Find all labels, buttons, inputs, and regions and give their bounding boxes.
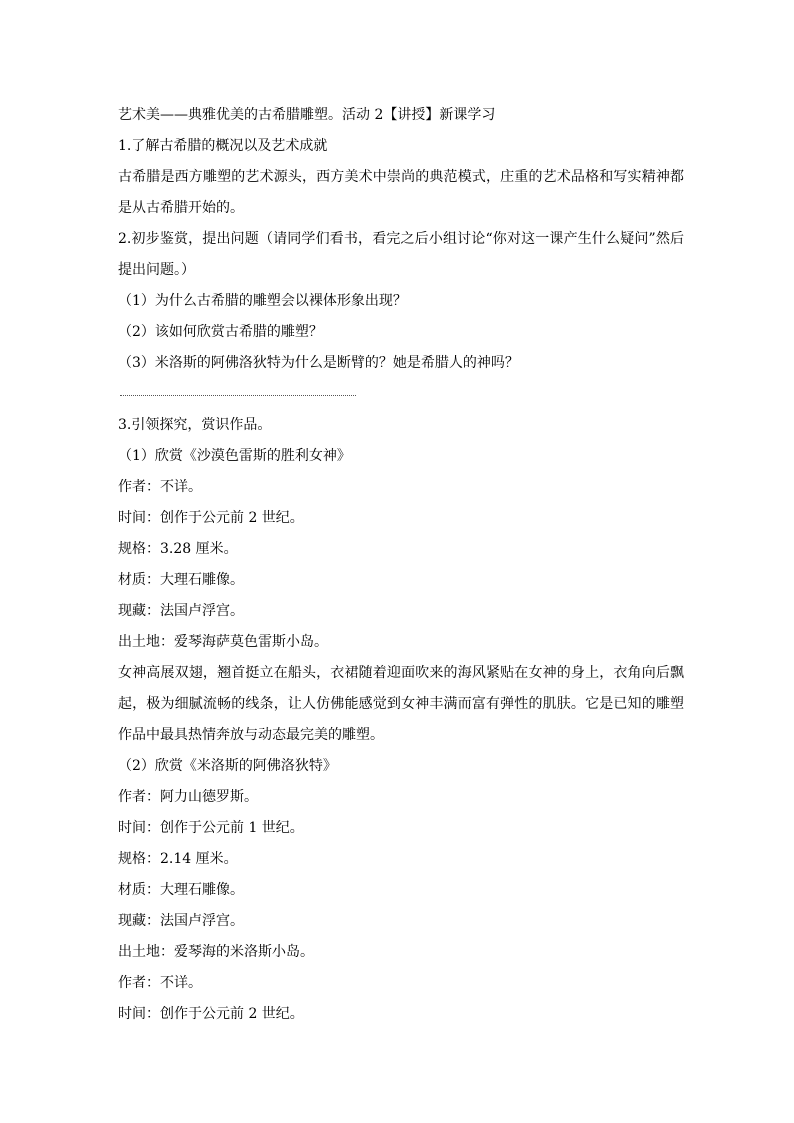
section-2-heading: 2.初步鉴赏，提出问题（请同学们看书，看完之后小组讨论“你对这一课产生什么疑问”然后提出问题。）: [118, 231, 684, 278]
document-page: [118, 100, 684, 1030]
work-2-author: 作者：阿力山德罗斯。: [118, 789, 258, 805]
question-3: （3）米洛斯的阿佛洛狄特为什么是断臂的？她是希腊人的神吗？: [118, 355, 519, 371]
work-1-size: 规格：3.28 厘米。: [118, 541, 238, 557]
document-title: 艺术美——典雅优美的古希腊雕塑。活动 2【讲授】新课学习: [118, 107, 496, 123]
work-2-collection: 现藏：法国卢浮宫。: [118, 913, 244, 929]
work-2-title: （2）欣赏《米洛斯的阿佛洛狄特》: [118, 758, 337, 774]
section-3-heading: 3.引领探究，赏识作品。: [118, 417, 272, 433]
work-1-time: 时间：创作于公元前 2 世纪。: [118, 510, 304, 526]
question-2: （2）该如何欣赏古希腊的雕塑？: [118, 324, 323, 340]
work-1-collection: 现藏：法国卢浮宫。: [118, 603, 244, 619]
work-1-origin: 出土地：爱琴海萨莫色雷斯小岛。: [118, 634, 328, 650]
section-1-body: 古希腊是西方雕塑的艺术源头，西方美术中崇尚的典范模式，庄重的艺术品格和写实精神都是从古希腊开始的。: [118, 169, 684, 216]
section-1-heading: 1.了解古希腊的概况以及艺术成就: [118, 138, 328, 154]
question-1: （1）为什么古希腊的雕塑会以裸体形象出现？: [118, 293, 407, 309]
work-2-time: 时间：创作于公元前 1 世纪。: [118, 820, 304, 836]
work-2-size: 规格：2.14 厘米。: [118, 851, 238, 867]
work-3-time: 时间：创作于公元前 2 世纪。: [118, 1006, 304, 1022]
work-1-title: （1）欣赏《沙漠色雷斯的胜利女神》: [118, 448, 351, 464]
work-1-material: 材质：大理石雕像。: [118, 572, 244, 588]
work-1-description: 女神高展双翅，翘首挺立在船头，衣裙随着迎面吹来的海风紧贴在女神的身上，衣角向后飘起，极为细腻流畅的线条，让人仿佛能感觉到女神丰满而富有弹性的肌肤。它是已知的雕塑作品中最具热情奔放与动态最完美的雕塑。: [118, 665, 684, 743]
work-3-author: 作者：不详。: [118, 975, 202, 991]
work-2-origin: 出土地：爱琴海的米洛斯小岛。: [118, 944, 314, 960]
dotted-separator: [118, 379, 684, 410]
work-2-material: 材质：大理石雕像。: [118, 882, 244, 898]
work-1-author: 作者：不详。: [118, 479, 202, 495]
